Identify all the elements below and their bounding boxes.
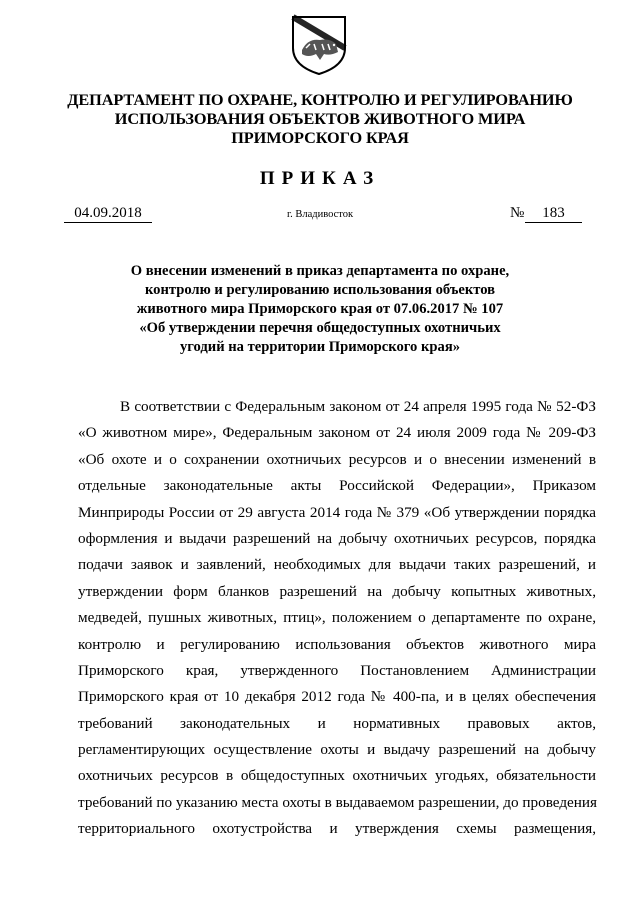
number-sign: № [510,205,525,221]
date-number-line [0,204,640,226]
department-line: ДЕПАРТАМЕНТ ПО ОХРАНЕ, КОНТРОЛЮ И РЕГУЛИРОВАНИЮ [67,90,573,109]
document-type-title: ПРИКАЗ [259,168,381,189]
body-line: оформления и выдачи разрешений на добычу охотничьих ресурсов, порядка [78,529,596,547]
body-text [78,394,596,843]
body-line: территориального охотустройства и утверждения схемы размещения, [78,820,596,838]
document-city: г. Владивосток [287,209,354,220]
body-line: отдельные законодательные акты Российской Федерации», Приказом [78,477,596,495]
body-line: охотничьих ресурсов в общедоступных охотничьих угодьях, обязательности [78,767,596,785]
document-subject [90,262,550,357]
department-line: ПРИМОРСКОГО КРАЯ [231,128,409,147]
body-line: Минприроды России от 29 августа 2014 года № 379 «Об утверждении порядка [78,503,596,521]
body-line: «Об охоте и о сохранении охотничьих ресурсов и о внесении изменений в [78,450,596,468]
body-line: «О животном мире», Федеральным законом от 24 июля 2009 года № 209-ФЗ [78,424,596,442]
body-line: Приморского края, утвержденного Постановлением Администрации [78,661,596,679]
department-header [40,90,600,147]
body-line: подачи заявок и заявлений, необходимых для выдачи таких разрешений, и [78,556,596,574]
subject-line: угодий на территории Приморского края» [179,339,461,355]
body-line: утверждении форм бланков разрешений на добычу копытных животных, [78,582,596,600]
document-number: 183 [525,204,582,223]
subject-line: контролю и регулированию использования объектов [144,282,496,298]
subject-line: «Об утверждении перечня общедоступных охотничьих [139,320,501,336]
body-line: контролю и регулированию использования объектов животного мира [78,635,596,653]
body-line: требований по указанию места охоты в выдаваемом разрешении, до проведения [78,793,598,811]
body-line: В соответствии с Федеральным законом от 24 апреля 1995 года № 52-ФЗ [120,398,596,415]
coat-of-arms-icon [290,14,348,76]
subject-line: животного мира Приморского края от 07.06.2017 № 107 [136,301,504,317]
document-date: 04.09.2018 [64,204,152,223]
body-line: Приморского края от 10 декабря 2012 года № 400-па, и в целях обеспечения [78,688,596,706]
body-line: медведей, пушных животных, птиц», положением о департаменте по охране, [78,609,596,627]
department-line: ИСПОЛЬЗОВАНИЯ ОБЪЕКТОВ ЖИВОТНОГО МИРА [114,109,526,128]
body-line: требований законодательных и нормативных правовых актов, [78,714,596,732]
body-line: регламентирующих осуществление охоты и выдачу разрешений на добычу [78,741,596,759]
subject-line: О внесении изменений в приказ департамента по охране, [130,263,510,279]
